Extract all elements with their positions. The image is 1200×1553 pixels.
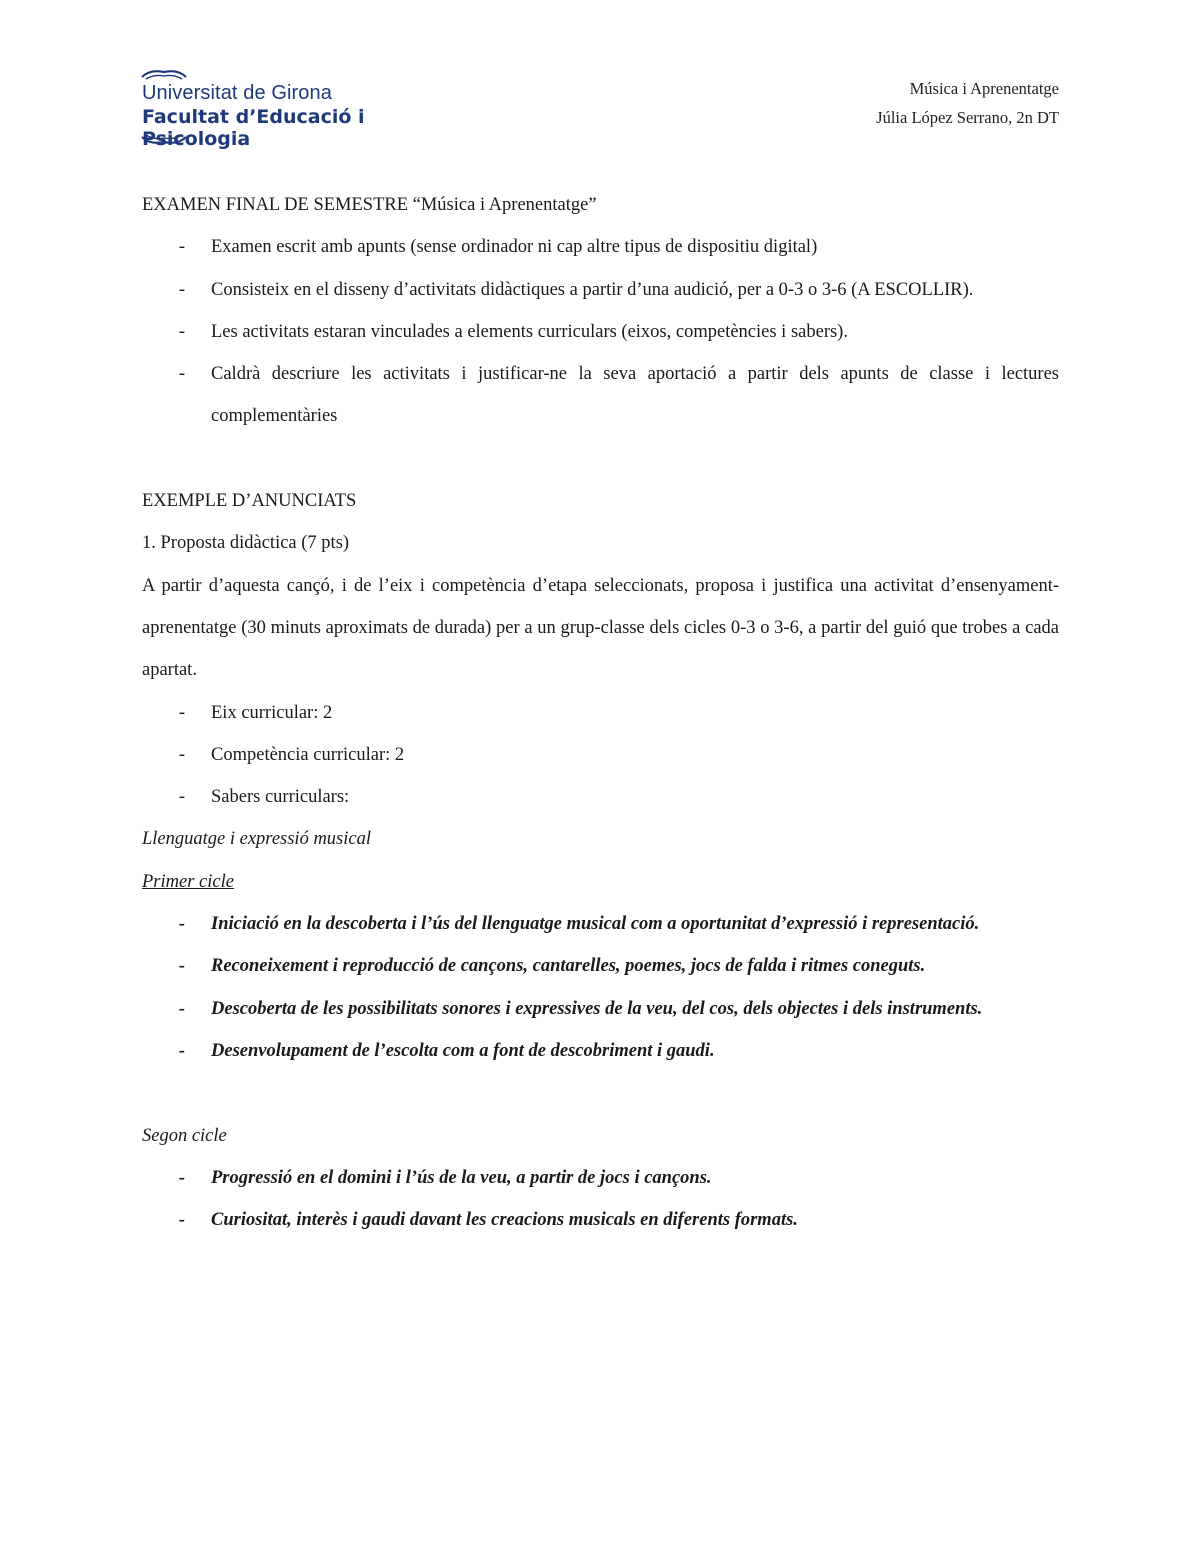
list-item: - Les activitats estaran vinculades a elements curriculars (eixos, competències i sabers).: [142, 311, 1059, 353]
list-item: - Descoberta de les possibilitats sonores i expressives de la veu, del cos, dels objectes i dels instruments.: [142, 988, 1059, 1030]
blank-line: [142, 1072, 1059, 1114]
dash-bullet: -: [178, 998, 186, 1019]
university-logo: [140, 68, 470, 148]
primer-cicle-label: Primer cicle: [142, 871, 234, 892]
list-item: - Sabers curriculars:: [142, 776, 1059, 818]
list-item: - Reconeixement i reproducció de cançons, cantarelles, poemes, jocs de falda i ritmes coneguts.: [142, 945, 1059, 987]
exam-title: EXAMEN FINAL DE SEMESTRE “Música i Aprenentatge”: [142, 195, 597, 215]
dash-bullet: -: [178, 237, 186, 258]
list-item: - Eix curricular: 2: [142, 692, 1059, 734]
list-item: - Iniciació en la descoberta i l’ús del llenguatge musical com a oportunitat d’expressió i representació.: [142, 903, 1059, 945]
exam-instructions-list: [142, 226, 1059, 437]
segon-cicle-label: Segon cicle: [142, 1125, 227, 1146]
dash-bullet: -: [178, 702, 186, 723]
example-title: EXEMPLE D’ANUNCIATS: [142, 491, 357, 512]
dash-bullet: -: [178, 744, 186, 765]
list-item: - Examen escrit amb apunts (sense ordinador ni cap altre tipus de dispositiu digital): [142, 226, 1059, 268]
list-item: - Consisteix en el disseny d’activitats didàctiques a partir d’una audició, per a 0-3 o 3-6 (A ESCOLLIR).: [142, 269, 1059, 311]
list-item: - Desenvolupament de l’escolta com a font de descobriment i gaudi.: [142, 1030, 1059, 1072]
author-name: Júlia López Serrano, 2n DT: [876, 108, 1059, 127]
blank-line: [142, 438, 1059, 480]
sabers-title: Llenguatge i expressió musical: [142, 829, 371, 850]
dash-bullet: -: [178, 364, 186, 385]
list-item: - Progressió en el domini i l’ús de la veu, a partir de jocs i cançons.: [142, 1157, 1059, 1199]
document-body: [142, 184, 1059, 1241]
segon-cicle-list: [142, 1157, 1059, 1242]
dash-bullet: -: [178, 787, 186, 808]
list-item: - Competència curricular: 2: [142, 734, 1059, 776]
logo-faculty-name: Facultat d’Educació i Psicologia: [142, 106, 365, 150]
dash-bullet: -: [178, 956, 186, 977]
primer-cicle-list: [142, 903, 1059, 1072]
logo-arc-top-icon: [140, 68, 188, 80]
dash-bullet: -: [178, 914, 186, 935]
dash-bullet: -: [178, 321, 186, 342]
dash-bullet: -: [178, 1167, 186, 1188]
instructions-paragraph: A partir d’aquesta cançó, i de l’eix i competència d’etapa seleccionats, proposa i justifica una activitat d’ensenyament-aprenentatge (30 minuts aproximats de durada) per a un grup-classe dels cicles 0-3 o 3-6, a partir del guió que trobes a cada apartat.: [142, 575, 1059, 681]
page-header-info: [876, 74, 1059, 132]
curriculum-list: [142, 692, 1059, 819]
dash-bullet: -: [178, 1210, 186, 1231]
list-item: - Caldrà descriure les activitats i justificar-ne la seva aportació a partir dels apunts de classe i lectures complementàries: [142, 353, 1059, 438]
logo-arc-bottom-icon: [140, 134, 188, 146]
list-item: - Curiositat, interès i gaudi davant les creacions musicals en diferents formats.: [142, 1199, 1059, 1241]
section-title: 1. Proposta didàctica (7 pts): [142, 533, 350, 554]
logo-university-name: Universitat de Girona: [142, 82, 332, 104]
course-name: Música i Aprenentatge: [909, 79, 1059, 98]
dash-bullet: -: [178, 1040, 186, 1061]
dash-bullet: -: [178, 279, 186, 300]
